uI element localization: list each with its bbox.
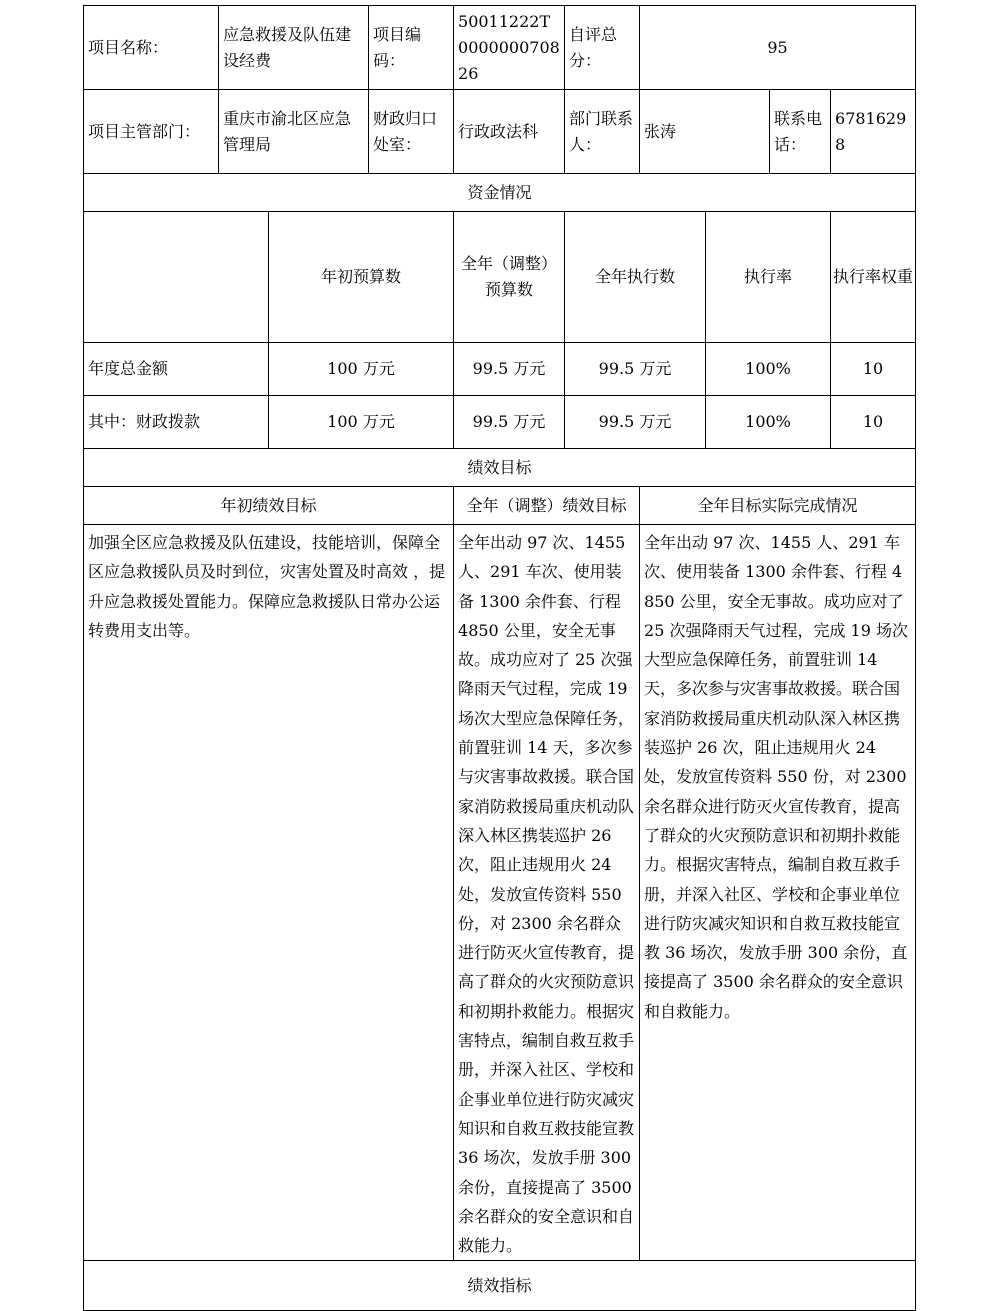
project-info-row-1: [84, 6, 916, 90]
dept-label: 项目主管部门：: [84, 90, 219, 174]
funds-cell: 99.5 万元: [565, 396, 706, 449]
funds-header-rate-weight: 执行率权重: [831, 212, 916, 343]
funds-cell: 100%: [706, 343, 831, 396]
project-info-row-2: [84, 90, 916, 174]
funds-cell: 10: [831, 396, 916, 449]
finance-office-label: 财政归口处室：: [369, 90, 454, 174]
funds-cell: 其中：财政拨款: [84, 396, 269, 449]
funds-cell: 10: [831, 343, 916, 396]
funds-header-adjusted-budget: 全年（调整）预算数: [454, 212, 565, 343]
funds-header-initial-budget: 年初预算数: [269, 212, 454, 343]
goals-header-row: [84, 487, 916, 525]
funds-cell: 年度总金额: [84, 343, 269, 396]
self-score-value: 95: [640, 6, 916, 90]
funds-total-row: [84, 343, 916, 396]
goals-section-row: [84, 449, 916, 487]
funds-header-row: [84, 212, 916, 343]
finance-office-value: 行政政法科: [454, 90, 565, 174]
funds-cell: 99.5 万元: [454, 396, 565, 449]
funds-header-executed: 全年执行数: [565, 212, 706, 343]
project-name-value: 应急救援及队伍建设经费: [219, 6, 369, 90]
goals-section-title: 绩效目标: [84, 449, 916, 487]
goals-header-actual: 全年目标实际完成情况: [640, 487, 916, 525]
funds-section-title: 资金情况: [84, 174, 916, 212]
funds-fiscal-row: [84, 396, 916, 449]
contact-value: 张涛: [640, 90, 770, 174]
project-name-label: 项目名称：: [84, 6, 219, 90]
project-code-label: 项目编码：: [369, 6, 454, 90]
indicators-section-title: 绩效指标: [84, 1261, 916, 1311]
funds-cell: 100 万元: [269, 396, 454, 449]
funds-cell: 100 万元: [269, 343, 454, 396]
self-score-label: 自评总分：: [565, 6, 640, 90]
funds-cell: 100%: [706, 396, 831, 449]
funds-section-row: [84, 174, 916, 212]
goals-content-row: [84, 525, 916, 1261]
performance-self-evaluation-table: [83, 5, 916, 1311]
contact-label: 部门联系人：: [565, 90, 640, 174]
funds-header-execution-rate: 执行率: [706, 212, 831, 343]
funds-cell: 99.5 万元: [565, 343, 706, 396]
goals-actual-text: 全年出动 97 次、1455 人、291 车次、使用装备 1300 余件套、行程 4850 公里，安全无事故。成功应对了 25 次强降雨天气过程，完成 19 场次大型应急保障任务，前置驻训 14 天，多次参与灾害事故救援。联合国家消防救援局重庆机动队深入林区携装巡护 26 次，阻止违规用火 24 处，发放宣传资料 550 份，对 2300 余名群众进行防灭火宣传教育，提高了群众的火灾预防意识和初期扑救能力。根据灾害特点，编制自救互救手册，并深入社区、学校和企事业单位进行防灾减灾知识和自救互救技能宣教 36 场次，发放手册 300 余份，直接提高了 3500 余名群众的安全意识和自救能力。: [640, 525, 916, 1261]
funds-cell: 99.5 万元: [454, 343, 565, 396]
project-code-value: 50011222T000000070826: [454, 6, 565, 90]
dept-value: 重庆市渝北区应急管理局: [219, 90, 369, 174]
goals-initial-text: 加强全区应急救援及队伍建设，技能培训，保障全区应急救援队员及时到位，灾害处置及时高效 ，提升应急救援处置能力。保障应急救援队日常办公运转费用支出等。: [84, 525, 454, 1261]
phone-value: 67816298: [831, 90, 916, 174]
goals-header-initial: 年初绩效目标: [84, 487, 454, 525]
indicators-section-row: [84, 1261, 916, 1311]
goals-adjusted-text: 全年出动 97 次、1455 人、291 车次、使用装备 1300 余件套、行程 4850 公里，安全无事故。成功应对了 25 次强降雨天气过程，完成 19 场次大型应急保障任务，前置驻训 14 天，多次参与灾害事故救援。联合国家消防救援局重庆机动队深入林区携装巡护 26 次，阻止违规用火 24 处，发放宣传资料 550 份，对 2300 余名群众进行防灭火宣传教育，提高了群众的火灾预防意识和初期扑救能力。根据灾害特点，编制自救互救手册，并深入社区、学校和企事业单位进行防灾减灾知识和自救互救技能宣教 36 场次，发放手册 300 余份，直接提高了 3500 余名群众的安全意识和自救能力。: [454, 525, 640, 1261]
funds-header-item: [84, 212, 269, 343]
goals-header-adjusted: 全年（调整）绩效目标: [454, 487, 640, 525]
phone-label: 联系电话：: [770, 90, 831, 174]
